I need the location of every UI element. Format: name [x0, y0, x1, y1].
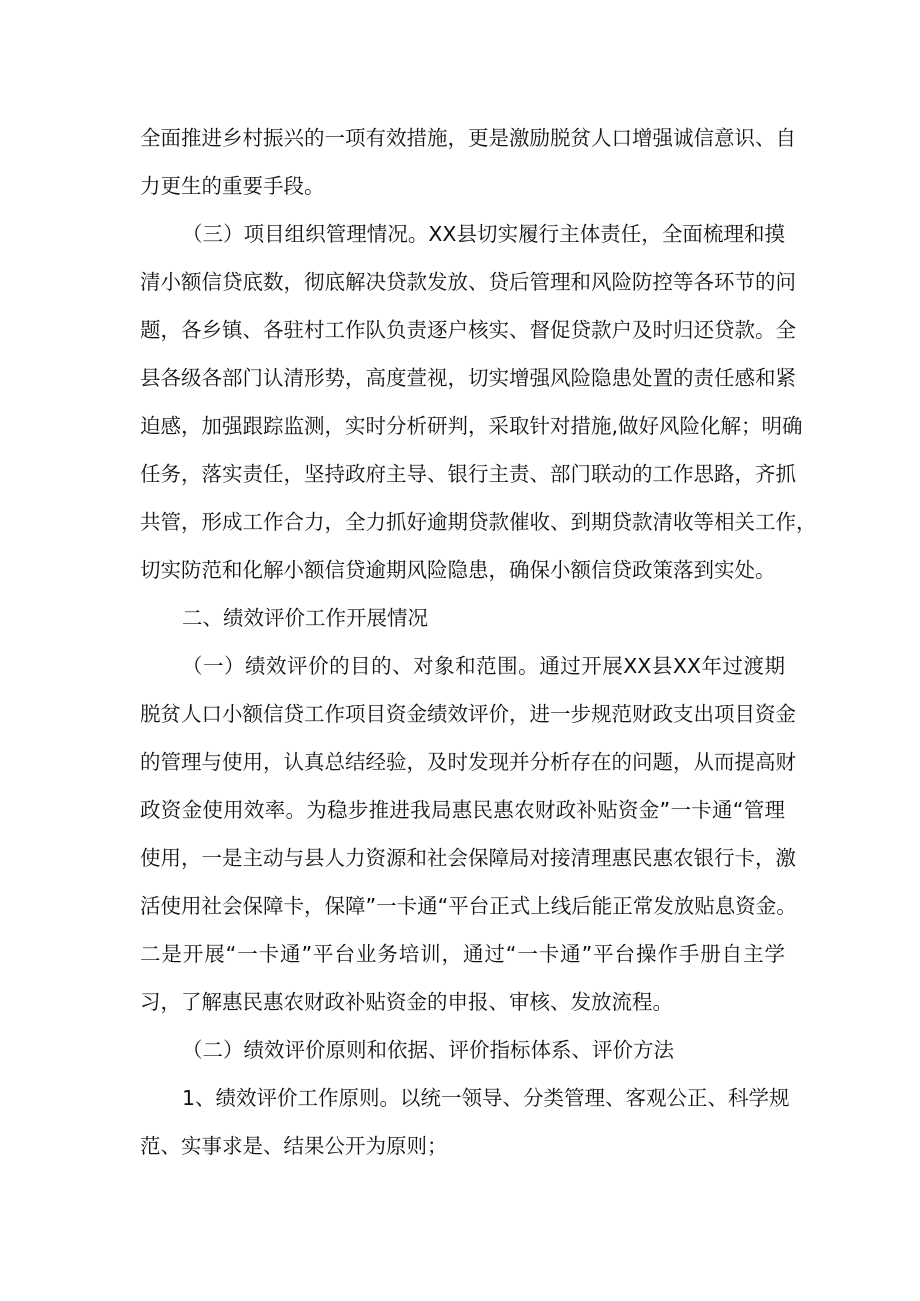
paragraph-heading-line: （三）项目组织管理情况。XX县切实履行主体责任，全面梳理和摸 — [182, 222, 785, 246]
text-line: 习，了解惠民惠农财政补贴资金的申报、审核、发放流程。 — [140, 990, 673, 1014]
text-line: 任务，落实责任，坚持政府主导、银行主责、部门联动的工作思路，齐抓 — [140, 462, 796, 486]
paragraph-heading-line: 1、绩效评价工作原则。以统一领导、分类管理、客观公正、科学规 — [182, 1086, 790, 1110]
text-line: 力更生的重要手段。 — [140, 174, 325, 198]
text-line: 县各级各部门认清形势，高度萱视，切实增强风险隐患处置的责任感和紧 — [140, 366, 796, 390]
text-line: 的管理与使用，认真总结经验，及时发现并分析存在的问题，从而提高财 — [140, 750, 796, 774]
text-line: 清小额信贷底数，彻底解决贷款发放、贷后管理和风险防控等各环节的问 — [140, 270, 796, 294]
subsection-heading: （二）绩效评价原则和依据、评价指标体系、评价方法 — [182, 1038, 674, 1062]
text-line: 活使用社会保障卡，保障”一卡通“平台正式上线后能正常发放贴息资金。 — [140, 894, 797, 918]
section-heading: 二、绩效评价工作开展情况 — [182, 606, 428, 630]
text-line: 脱贫人口小额信贷工作项目资金绩效评价，进一步规范财政支出项目资金 — [140, 702, 796, 726]
text-line: 二是开展“一卡通”平台业务培训，通过“一卡通”平台操作手册自主学 — [140, 942, 785, 966]
text-line: 全面推进乡村振兴的一项有效措施，更是激励脱贫人口增强诚信意识、自 — [140, 126, 796, 150]
text-line: 政资金使用效率。为稳步推进我局惠民惠农财政补贴资金”一卡通“管理 — [140, 798, 785, 822]
paragraph-heading-line: （一）绩效评价的目的、对象和范围。通过开展XX县XX年过渡期 — [182, 654, 785, 678]
text-line: 题，各乡镇、各驻村工作队负责逐户核实、督促贷款户及时归还贷款。全 — [140, 318, 796, 342]
text-line: 使用，一是主动与县人力资源和社会保障局对接清理惠民惠农银行卡，激 — [140, 846, 796, 870]
text-line: 切实防范和化解小额信贷逾期风险隐患，确保小额信贷政策落到实处。 — [140, 558, 776, 582]
text-line: 迫感，加强跟踪监测，实时分析研判，采取针对措施,做好风险化解；明确 — [140, 414, 803, 438]
text-line: 范、实事求是、结果公开为原则； — [140, 1134, 448, 1158]
text-line: 共管，形成工作合力，全力抓好逾期贷款催收、到期贷款清收等相关工作， — [140, 510, 817, 534]
